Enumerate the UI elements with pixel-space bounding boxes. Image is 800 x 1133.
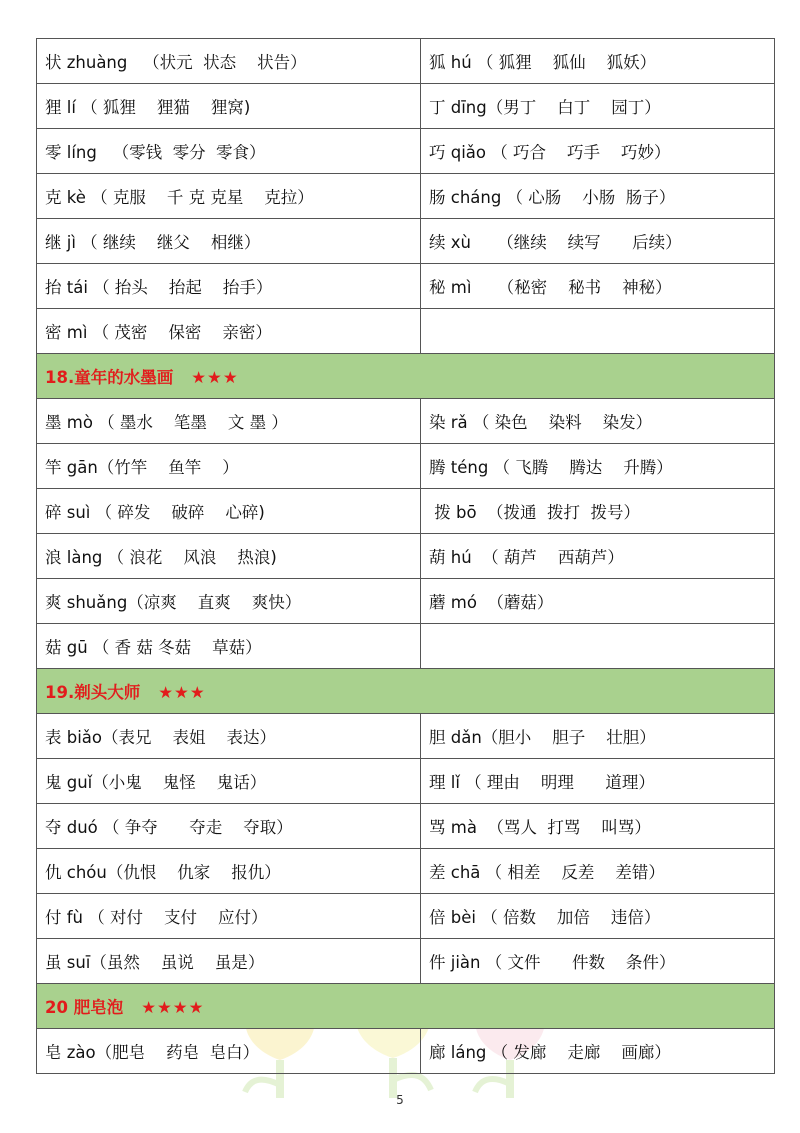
- vocab-cell-left: 夺 duó （ 争夺 夺走 夺取）: [37, 804, 421, 849]
- vocab-cell-left: 密 mì （ 茂密 保密 亲密）: [37, 309, 421, 354]
- vocabulary-table-body: [37, 39, 775, 1074]
- vocab-cell-left: 虽 suī（虽然 虽说 虽是）: [37, 939, 421, 984]
- table-row: [37, 309, 775, 354]
- vocab-cell-right: 肠 cháng （ 心肠 小肠 肠子）: [421, 174, 775, 219]
- page-number: 5: [396, 1093, 404, 1107]
- table-row: [37, 399, 775, 444]
- table-row: [37, 534, 775, 579]
- vocab-cell-right: 骂 mà （骂人 打骂 叫骂）: [421, 804, 775, 849]
- vocab-cell-right: 差 chā （ 相差 反差 差错）: [421, 849, 775, 894]
- vocab-cell-left: 付 fù （ 对付 支付 应付）: [37, 894, 421, 939]
- difficulty-stars: ★★★: [158, 683, 206, 702]
- vocab-cell-left: 皂 zào（肥皂 药皂 皂白）: [37, 1029, 421, 1074]
- vocab-cell-left: 爽 shuǎng（凉爽 直爽 爽快）: [37, 579, 421, 624]
- table-row: [37, 219, 775, 264]
- table-row: [37, 84, 775, 129]
- vocab-cell-left: 表 biǎo（表兄 表姐 表达）: [37, 714, 421, 759]
- vocab-cell-left: 碎 suì （ 碎发 破碎 心碎): [37, 489, 421, 534]
- table-row: [37, 1029, 775, 1074]
- vocab-cell-right: 胆 dǎn（胆小 胆子 壮胆）: [421, 714, 775, 759]
- vocab-cell-left: 仇 chóu（仇恨 仇家 报仇）: [37, 849, 421, 894]
- vocab-cell-right: 丁 dīng（男丁 白丁 园丁）: [421, 84, 775, 129]
- vocab-cell-left: 菇 gū （ 香 菇 冬菇 草菇）: [37, 624, 421, 669]
- table-row: [37, 849, 775, 894]
- vocab-cell-left: 墨 mò （ 墨水 笔墨 文 墨 ）: [37, 399, 421, 444]
- vocab-cell-left: 竿 gān（竹竿 鱼竿 ）: [37, 444, 421, 489]
- table-row: [37, 624, 775, 669]
- vocab-cell-right: 倍 bèi （ 倍数 加倍 违倍）: [421, 894, 775, 939]
- section-header-row: [37, 669, 775, 714]
- table-row: [37, 759, 775, 804]
- vocab-cell-left: 浪 làng （ 浪花 风浪 热浪): [37, 534, 421, 579]
- vocab-cell-left: 零 líng （零钱 零分 零食）: [37, 129, 421, 174]
- section-header: [37, 669, 775, 714]
- vocab-cell-right: [421, 309, 775, 354]
- vocab-cell-left: 鬼 guǐ（小鬼 鬼怪 鬼话）: [37, 759, 421, 804]
- difficulty-stars: ★★★: [191, 368, 239, 387]
- table-row: [37, 894, 775, 939]
- table-row: [37, 129, 775, 174]
- vocab-cell-right: 狐 hú （ 狐狸 狐仙 狐妖）: [421, 39, 775, 84]
- section-title: 18.童年的水墨画: [45, 368, 174, 387]
- vocab-cell-left: 状 zhuàng （状元 状态 状告）: [37, 39, 421, 84]
- vocab-cell-left: 抬 tái （ 抬头 抬起 抬手）: [37, 264, 421, 309]
- section-title: 20 肥皂泡: [45, 998, 124, 1017]
- vocabulary-table: [36, 38, 775, 1074]
- table-row: [37, 444, 775, 489]
- vocab-cell-right: 葫 hú （ 葫芦 西葫芦）: [421, 534, 775, 579]
- vocab-cell-right: 续 xù （继续 续写 后续）: [421, 219, 775, 264]
- section-header: [37, 984, 775, 1029]
- section-header-row: [37, 984, 775, 1029]
- vocab-cell-right: 腾 téng （ 飞腾 腾达 升腾）: [421, 444, 775, 489]
- vocab-cell-right: 拨 bō （拨通 拨打 拨号）: [421, 489, 775, 534]
- table-row: [37, 39, 775, 84]
- vocab-cell-right: 件 jiàn （ 文件 件数 条件）: [421, 939, 775, 984]
- table-row: [37, 174, 775, 219]
- table-row: [37, 579, 775, 624]
- section-header: [37, 354, 775, 399]
- vocab-cell-left: 继 jì （ 继续 继父 相继）: [37, 219, 421, 264]
- vocab-cell-right: 理 lǐ （ 理由 明理 道理）: [421, 759, 775, 804]
- table-row: [37, 714, 775, 759]
- vocab-cell-left: 克 kè （ 克服 千 克 克星 克拉）: [37, 174, 421, 219]
- difficulty-stars: ★★★★: [141, 998, 205, 1017]
- section-title: 19.剃头大师: [45, 683, 141, 702]
- vocab-cell-right: [421, 624, 775, 669]
- vocab-cell-right: 染 rǎ （ 染色 染料 染发）: [421, 399, 775, 444]
- vocab-cell-right: 秘 mì （秘密 秘书 神秘）: [421, 264, 775, 309]
- vocab-cell-right: 巧 qiǎo （ 巧合 巧手 巧妙）: [421, 129, 775, 174]
- vocab-cell-left: 狸 lí （ 狐狸 狸猫 狸窝): [37, 84, 421, 129]
- vocab-cell-right: 蘑 mó （蘑菇）: [421, 579, 775, 624]
- table-row: [37, 939, 775, 984]
- table-row: [37, 804, 775, 849]
- section-header-row: [37, 354, 775, 399]
- vocab-cell-right: 廊 láng （ 发廊 走廊 画廊）: [421, 1029, 775, 1074]
- table-row: [37, 489, 775, 534]
- table-row: [37, 264, 775, 309]
